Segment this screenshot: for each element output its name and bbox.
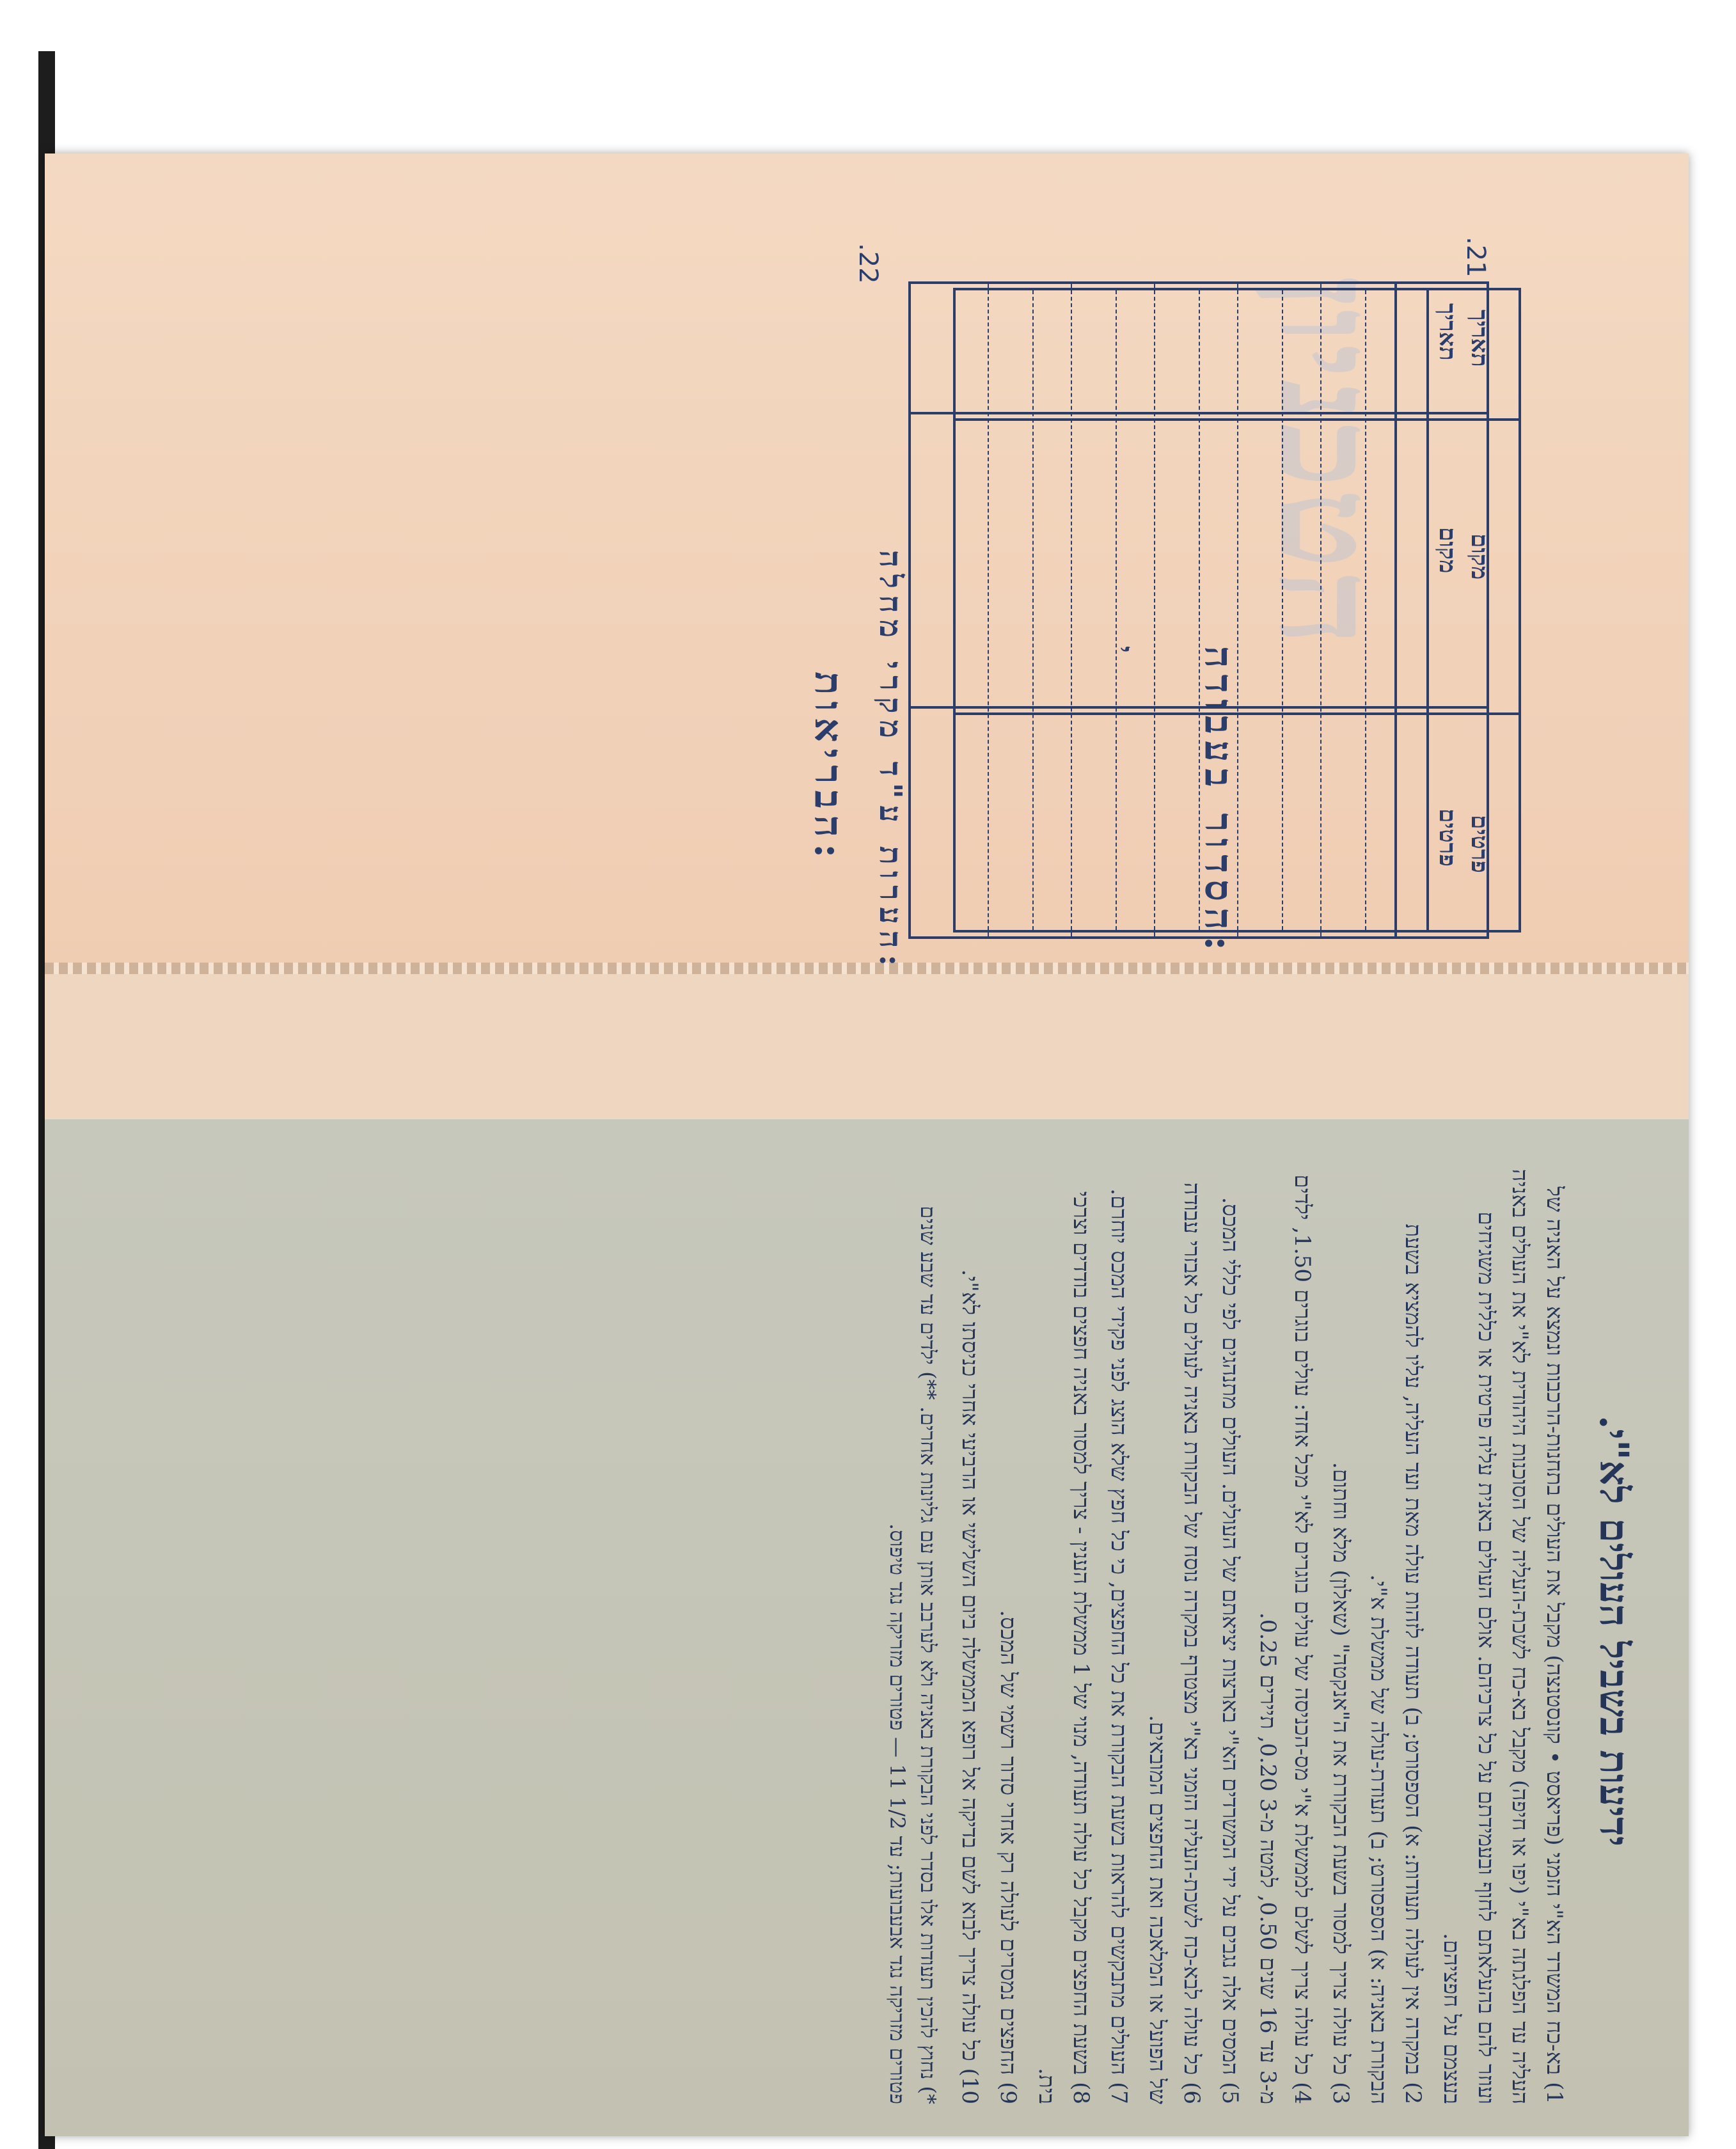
page-number-22: .22 [853, 243, 883, 284]
column-date-22: תאריך [1466, 310, 1493, 367]
middle-strip [45, 972, 1689, 1119]
info-item: 8) בשעת החפצים מקבל כל עולה תעודה, מנוי של 1 ממשלת הענין - צריך למסור באניה חפצים בודדים וצרכי בית. [1033, 1191, 1094, 2104]
info-item: 3) כל עולה צריך למסור בשעת הבקורת את ה"אנקטה" (שאלון) מלא וחתום. [1327, 1461, 1353, 2104]
watermark-text: הטכניון [1249, 275, 1407, 647]
info-list [952, 1158, 1571, 2104]
column-place-22: מקום [1466, 533, 1493, 580]
info-item: 6) כל עולה לבא-כח לשכת-העליה הזמני בא"י מצטרף במקרה נוסח של הבקורת באניה לעולים כל אבזרי עבודה של הפועל או המלאכה ואת החפצים המובאים. [1144, 1182, 1204, 2104]
column-date-21: תאריך [1434, 303, 1461, 361]
info-title: ידיעות בשביל העולים לא"י. [1591, 1415, 1637, 1847]
section-title-health: הבריאות: [806, 672, 851, 865]
info-item: 1) בא-כח המשרד הא"י הזמני (פריאסט • קונסטנצה) מקבל את העולים בתחנות-הרכבות ונמצא על האניה של העליה עד הפלגתה בא"י (יפו או חיפה) מקבל בא-כח לשכת-העליה של הסוכנות היהודית לא"י את העולים באניה ועוזר להם בהעלאתם לחוף ובעמידתם על כל צרכיהם. אולם העולים באנית עליה פרטית או כללית משגיחים בעצמם על חפציהם. [1438, 1169, 1567, 2104]
health-table-22 [953, 288, 1521, 933]
section-subtitle-illness: הערות ע"ד מקרי מחלה: [872, 550, 908, 973]
info-item: 4) כל עולה צריך לשלם לממשלת א"י מס-הכניסה של עולים בוגרים לא"י מכל אחד: עולים בוגרים 1.50, ילדים מ-3 עד 16 שנים 0.50, למטה מ-3 0.20, תיירים 0.25. [1255, 1174, 1315, 2104]
info-item: 10) כל עולה צריך לבוא לשם בדיקה אל רופא הממשלה ביום השלישי או הרביעי אחרי כניסתו לא"י. [957, 1269, 983, 2104]
scan-border [0, 0, 1736, 51]
column-details-22: פרטים [1466, 815, 1493, 873]
info-item: 5) המסים אלה נגבים על ידי המשרדים הא"י בארצות יציאתם של העולים. העולים מתנהגים לפי כללי המכס. [1217, 1197, 1243, 2104]
info-item: 2) במקרה אין לעולה תעודות: א) הספסורט; ב) תעודה לזהות עולה מאת ועד העליה, עליו להמציא בשעת הבקורת באניה: א) הספסורט; ב) תעודת-עולה של ממשלת א"י. [1366, 1224, 1426, 2104]
info-item: 7) העולים מתבקשים להראות בשעת הבקורת את כל החפצים, כי כל חפץ שלא הוצג לפני פקידי המכס יוחרם. [1106, 1188, 1132, 2104]
perforation-edge [45, 963, 1689, 974]
info-item: 9) החפצים נמסרים לעולה רק אחרי סדור רשמי של המכס. [995, 1610, 1022, 2104]
column-details-21: פרטים [1434, 808, 1461, 867]
section-title-work: הסדור בעבודה: [1196, 646, 1241, 957]
info-footnote: *) נחוץ להכין תעודות אלו בסדר לפני הבקורת באניה ולא לערבב אותן עם גליונות אחרים. **) ילדים עד שבע שנים פטורים מזריקה נגד אבעבועות; עד 1/2 11 — פטורים מזריקה נגד טיפוס. [885, 1206, 940, 2104]
page-number-21: .21 [1461, 237, 1490, 278]
section-marker: י [1109, 646, 1139, 659]
column-place-21: מקום [1434, 527, 1461, 574]
info-panel [102, 1158, 1637, 2104]
